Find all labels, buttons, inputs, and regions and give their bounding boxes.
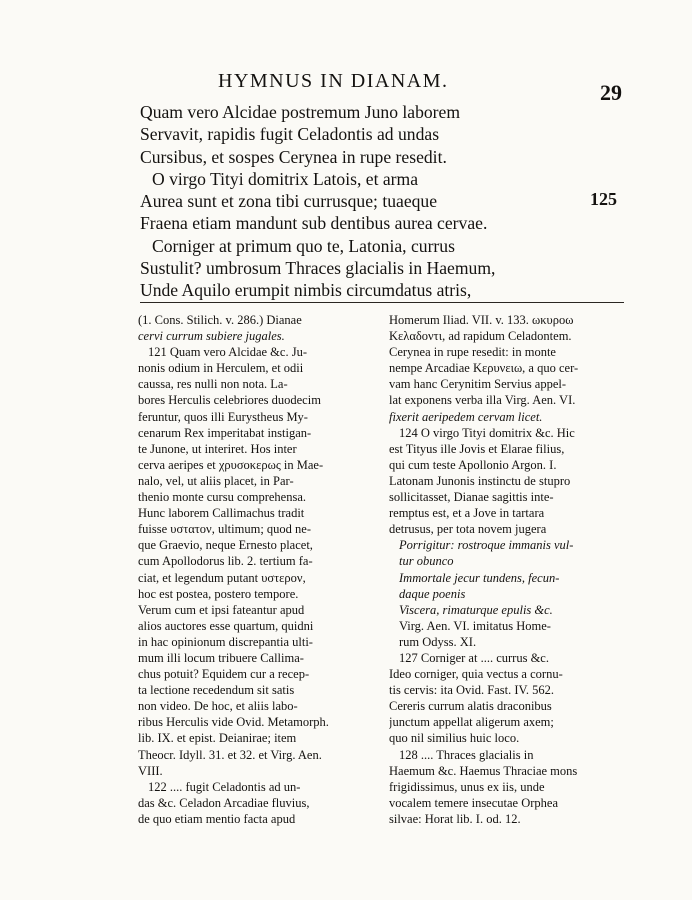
note-line: fuisse υστατον, ultimum; quod ne- bbox=[138, 522, 312, 537]
note-line: 121 Quam vero Alcidae &c. Ju- bbox=[148, 345, 307, 360]
note-line: non video. De hoc, et aliis labo- bbox=[138, 699, 298, 714]
verse-line: Unde Aquilo erumpit nimbis circumdatus atris, bbox=[140, 280, 472, 301]
note-line: qui cum teste Apollonio Argon. I. bbox=[389, 457, 557, 472]
note-line: lib. IX. et epist. Deianirae; item bbox=[138, 731, 297, 746]
note-line: quo nil similius huic loco. bbox=[389, 731, 520, 746]
verse-line: Aurea sunt et zona tibi currusque; tuaeque bbox=[140, 191, 438, 212]
notes-right-column bbox=[389, 312, 629, 827]
note-line: nalo, vel, ut aliis placet, in Par- bbox=[138, 473, 294, 488]
running-header: HYMNUS IN DIANAM. bbox=[218, 70, 449, 92]
note-line: sollicitasset, Dianae sagittis inte- bbox=[389, 490, 554, 505]
verse-line: Sustulit? umbrosum Thraces glacialis in Haemum, bbox=[140, 258, 496, 279]
note-line: detrusus, per tota novem jugera bbox=[389, 522, 547, 537]
note-line: 122 .... fugit Celadontis ad un- bbox=[148, 779, 301, 794]
note-line: frigidissimus, unus ex iis, unde bbox=[389, 779, 545, 794]
note-line: est Tityus ille Jovis et Elarae filius, bbox=[389, 441, 565, 456]
note-line: mum illi locum tribuere Callima- bbox=[138, 650, 304, 665]
note-line: cenarum Rex imperitabat instigan- bbox=[138, 425, 312, 440]
verse-line: Fraena etiam mandunt sub dentibus aurea cervae. bbox=[140, 213, 488, 234]
note-line: Viscera, rimaturque epulis &c. bbox=[399, 602, 553, 617]
note-line: rum Odyss. XI. bbox=[399, 634, 477, 649]
note-line: Κελαδοντι, ad rapidum Celadontem. bbox=[389, 329, 572, 344]
note-line: Homerum Iliad. VII. v. 133. ωκυροω bbox=[389, 313, 574, 327]
note-line: 127 Corniger at .... currus &c. bbox=[399, 650, 549, 665]
note-line: caussa, res nulli non nota. La- bbox=[138, 377, 288, 392]
note-line: nonis odium in Herculem, et odii bbox=[138, 361, 304, 376]
note-line: feruntur, quos illi Eurystheus My- bbox=[138, 409, 308, 424]
note-line: Cereris currum alatis draconibus bbox=[389, 699, 552, 714]
verse-line: Quam vero Alcidae postremum Juno laborem bbox=[140, 102, 461, 122]
note-line: tur obunco bbox=[399, 554, 454, 569]
note-line: Haemum &c. Haemus Thraciae mons bbox=[389, 763, 578, 778]
note-line: VIII. bbox=[138, 763, 163, 778]
note-line: in hac opinionum discrepantia ulti- bbox=[138, 634, 313, 649]
note-line: Verum cum et ipsi fateantur apud bbox=[138, 602, 305, 617]
note-line: cervi currum subiere jugales. bbox=[138, 329, 285, 344]
note-line: remptus est, et a Jove in tartara bbox=[389, 506, 545, 521]
verse-line: Corniger at primum quo te, Latonia, currus bbox=[152, 235, 455, 256]
note-line: Ideo corniger, quia vectus a cornu- bbox=[389, 667, 563, 682]
note-line: vam hanc Cerynitim Servius appel- bbox=[389, 377, 567, 392]
note-line: ta lectione recedendum sit satis bbox=[138, 683, 295, 698]
note-line: Cerynea in rupe resedit: in monte bbox=[389, 345, 556, 360]
note-line: nempe Arcadiae Κερυνειω, a quo cer- bbox=[389, 361, 579, 376]
note-line: tis cervis: ita Ovid. Fast. IV. 562. bbox=[389, 683, 555, 698]
note-line: Virg. Aen. VI. imitatus Home- bbox=[399, 618, 551, 633]
note-line: que Graevio, neque Ernesto placet, bbox=[138, 538, 313, 553]
note-line: chus potuit? Equidem cur a recep- bbox=[138, 667, 310, 682]
note-line: vocalem temere insecutae Orphea bbox=[389, 795, 559, 810]
note-line: Immortale jecur tundens, fecun- bbox=[399, 570, 560, 585]
note-line: de quo etiam mentio facta apud bbox=[138, 811, 296, 826]
note-line: Theocr. Idyll. 31. et 32. et Virg. Aen. bbox=[138, 747, 322, 762]
note-line: lat exponens verba illa Virg. Aen. VI. bbox=[389, 393, 576, 408]
note-line: Porrigitur: rostroque immanis vul- bbox=[399, 538, 574, 553]
note-line: Hunc laborem Callimachus tradit bbox=[138, 506, 305, 521]
note-line: cerva aeripes et χρυσοκερως in Mae- bbox=[138, 457, 324, 472]
note-line: ribus Herculis vide Ovid. Metamorph. bbox=[138, 715, 329, 730]
notes-left-column bbox=[138, 312, 376, 827]
note-line: silvae: Horat lib. I. od. 12. bbox=[389, 811, 521, 826]
note-line: fixerit aeripedem cervam licet. bbox=[389, 409, 543, 424]
verse-line: O virgo Tityi domitrix Latois, et arma bbox=[152, 168, 419, 189]
note-line: junctum appellat aligerum axem; bbox=[389, 715, 554, 730]
note-line: 128 .... Thraces glacialis in bbox=[399, 747, 534, 762]
note-line: alios auctores esse quartum, quidni bbox=[138, 618, 314, 633]
note-line: das &c. Celadon Arcadiae fluvius, bbox=[138, 795, 310, 810]
note-line: ciat, et legendum putant υστερον, bbox=[138, 570, 306, 585]
note-line: 124 O virgo Tityi domitrix &c. Hic bbox=[399, 425, 575, 440]
verse-line: Servavit, rapidis fugit Celadontis ad undas bbox=[140, 124, 440, 145]
page-number: 29 bbox=[600, 80, 622, 105]
note-line: Latonam Junonis instinctu de stupro bbox=[389, 473, 571, 488]
verse-line: Cursibus, et sospes Cerynea in rupe resedit. bbox=[140, 146, 447, 167]
note-line: te Junone, ut interiret. Hos inter bbox=[138, 441, 297, 456]
footnote-divider bbox=[140, 302, 624, 303]
note-line: hoc est postea, postero tempore. bbox=[138, 586, 299, 601]
verse-line-number: 125 bbox=[590, 189, 617, 209]
note-line: cum Apollodorus lib. 2. tertium fa- bbox=[138, 554, 313, 569]
note-line: daque poenis bbox=[399, 586, 466, 601]
note-line: bores Herculis celebriores duodecim bbox=[138, 393, 321, 408]
note-line: (1. Cons. Stilich. v. 286.) Dianae bbox=[138, 313, 302, 327]
note-line: thenio monte cursu comprehensa. bbox=[138, 490, 307, 505]
verse-block bbox=[140, 101, 610, 302]
